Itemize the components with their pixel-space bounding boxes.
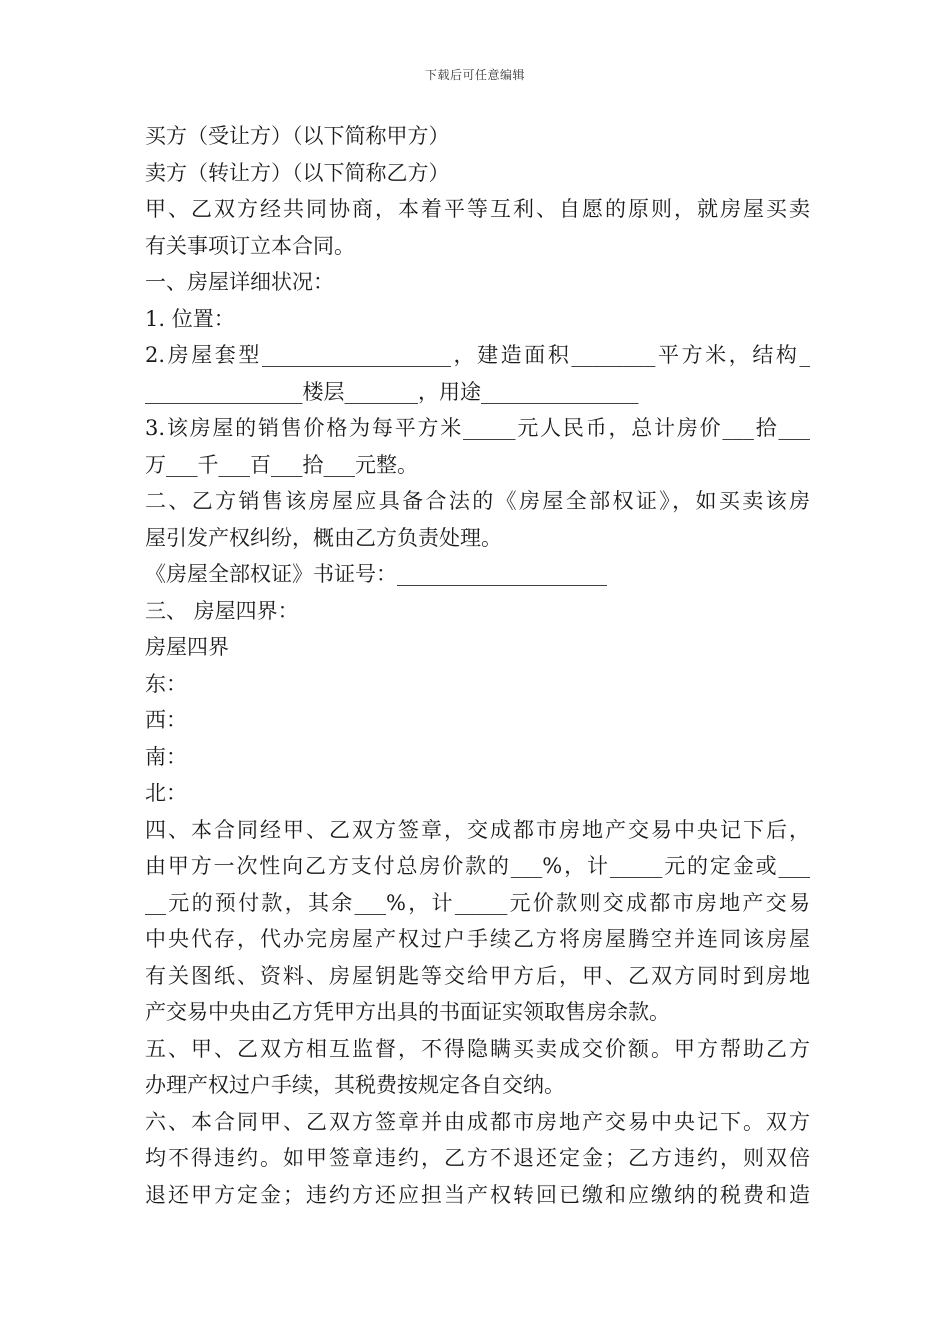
section-6-line-1: 六、本合同甲、乙双方签章并由成都市房地产交易中央记下。双方 (145, 1109, 810, 1134)
section-4-line-6: 产交易中央由乙方凭甲方出具的书面证实领取售房余款。 (145, 1000, 670, 1024)
page-header: 下载后可任意编辑 (424, 68, 525, 82)
section-2-line-2: 屋引发产权纠纷，概由乙方负责处理。 (145, 525, 502, 550)
preamble-line-1: 甲、乙双方经共同协商，本着平等互利、自愿的原则，就房屋买卖 (145, 197, 810, 221)
boundary-north: 北： (145, 781, 187, 805)
certificate-number-line: 《房屋全部权证》书证号：____________________ (145, 562, 607, 586)
section-2-line-1: 二、乙方销售该房屋应具备合法的《房屋全部权证》，如买卖该房 (145, 489, 810, 513)
section-4-line-4: 中央代存，代办完房屋产权过户手续乙方将房屋腾空并连同该房屋 (145, 927, 810, 951)
section-3-heading: 三、 房屋四界： (145, 598, 299, 623)
item-house-type-line-2: _______________楼层_______，用途_______________ (145, 379, 639, 404)
boundary-east: 东： (145, 671, 187, 696)
boundary-south: 南： (145, 744, 187, 769)
section-6-line-2: 均不得违约。如甲签章违约，乙方不退还定金；乙方违约，则双倍 (145, 1146, 810, 1170)
section-1-heading: 一、房屋详细状况： (145, 270, 334, 294)
item-price-line-1: 3.该房屋的销售价格为每平方米_____元人民币，总计房价___拾___ (145, 416, 810, 440)
boundary-west: 西： (145, 708, 187, 732)
section-5-line-1: 五、甲、乙双方相互监督，不得隐瞒买卖成交价额。甲方帮助乙方 (145, 1036, 810, 1061)
item-location: 1. 位置： (145, 306, 235, 331)
contract-body (145, 118, 810, 1213)
preamble-line-2: 有关事项订立本合同。 (145, 233, 355, 258)
buyer-line: 买方（受让方）（以下简称甲方） (145, 124, 450, 148)
section-5-line-2: 办理产权过户手续，其税费按规定各自交纳。 (145, 1073, 565, 1097)
seller-line: 卖方（转让方）（以下简称乙方） (145, 160, 450, 185)
section-6-line-3: 退还甲方定金；违约方还应担当产权转回已缴和应缴纳的税费和造 (145, 1182, 810, 1207)
item-house-type-line-1: 2.房屋套型__________________，建造面积________平方米，结构_ (145, 343, 810, 367)
section-4-line-1: 四、本合同经甲、乙双方签章，交成都市房地产交易中央记下后， (145, 817, 810, 842)
section-4-line-3: __元的预付款，其余___%，计_____元价款则交成都市房地产交易 (145, 890, 810, 915)
boundaries-label: 房屋四界 (145, 635, 229, 659)
section-4-line-5: 有关图纸、资料、房屋钥匙等交给甲方后，甲、乙双方同时到房地 (145, 963, 810, 988)
section-4-line-2: 由甲方一次性向乙方支付总房价款的___%，计_____元的定金或___ (145, 854, 810, 878)
item-price-line-2: 万___千___百___拾___元整。 (145, 452, 418, 477)
